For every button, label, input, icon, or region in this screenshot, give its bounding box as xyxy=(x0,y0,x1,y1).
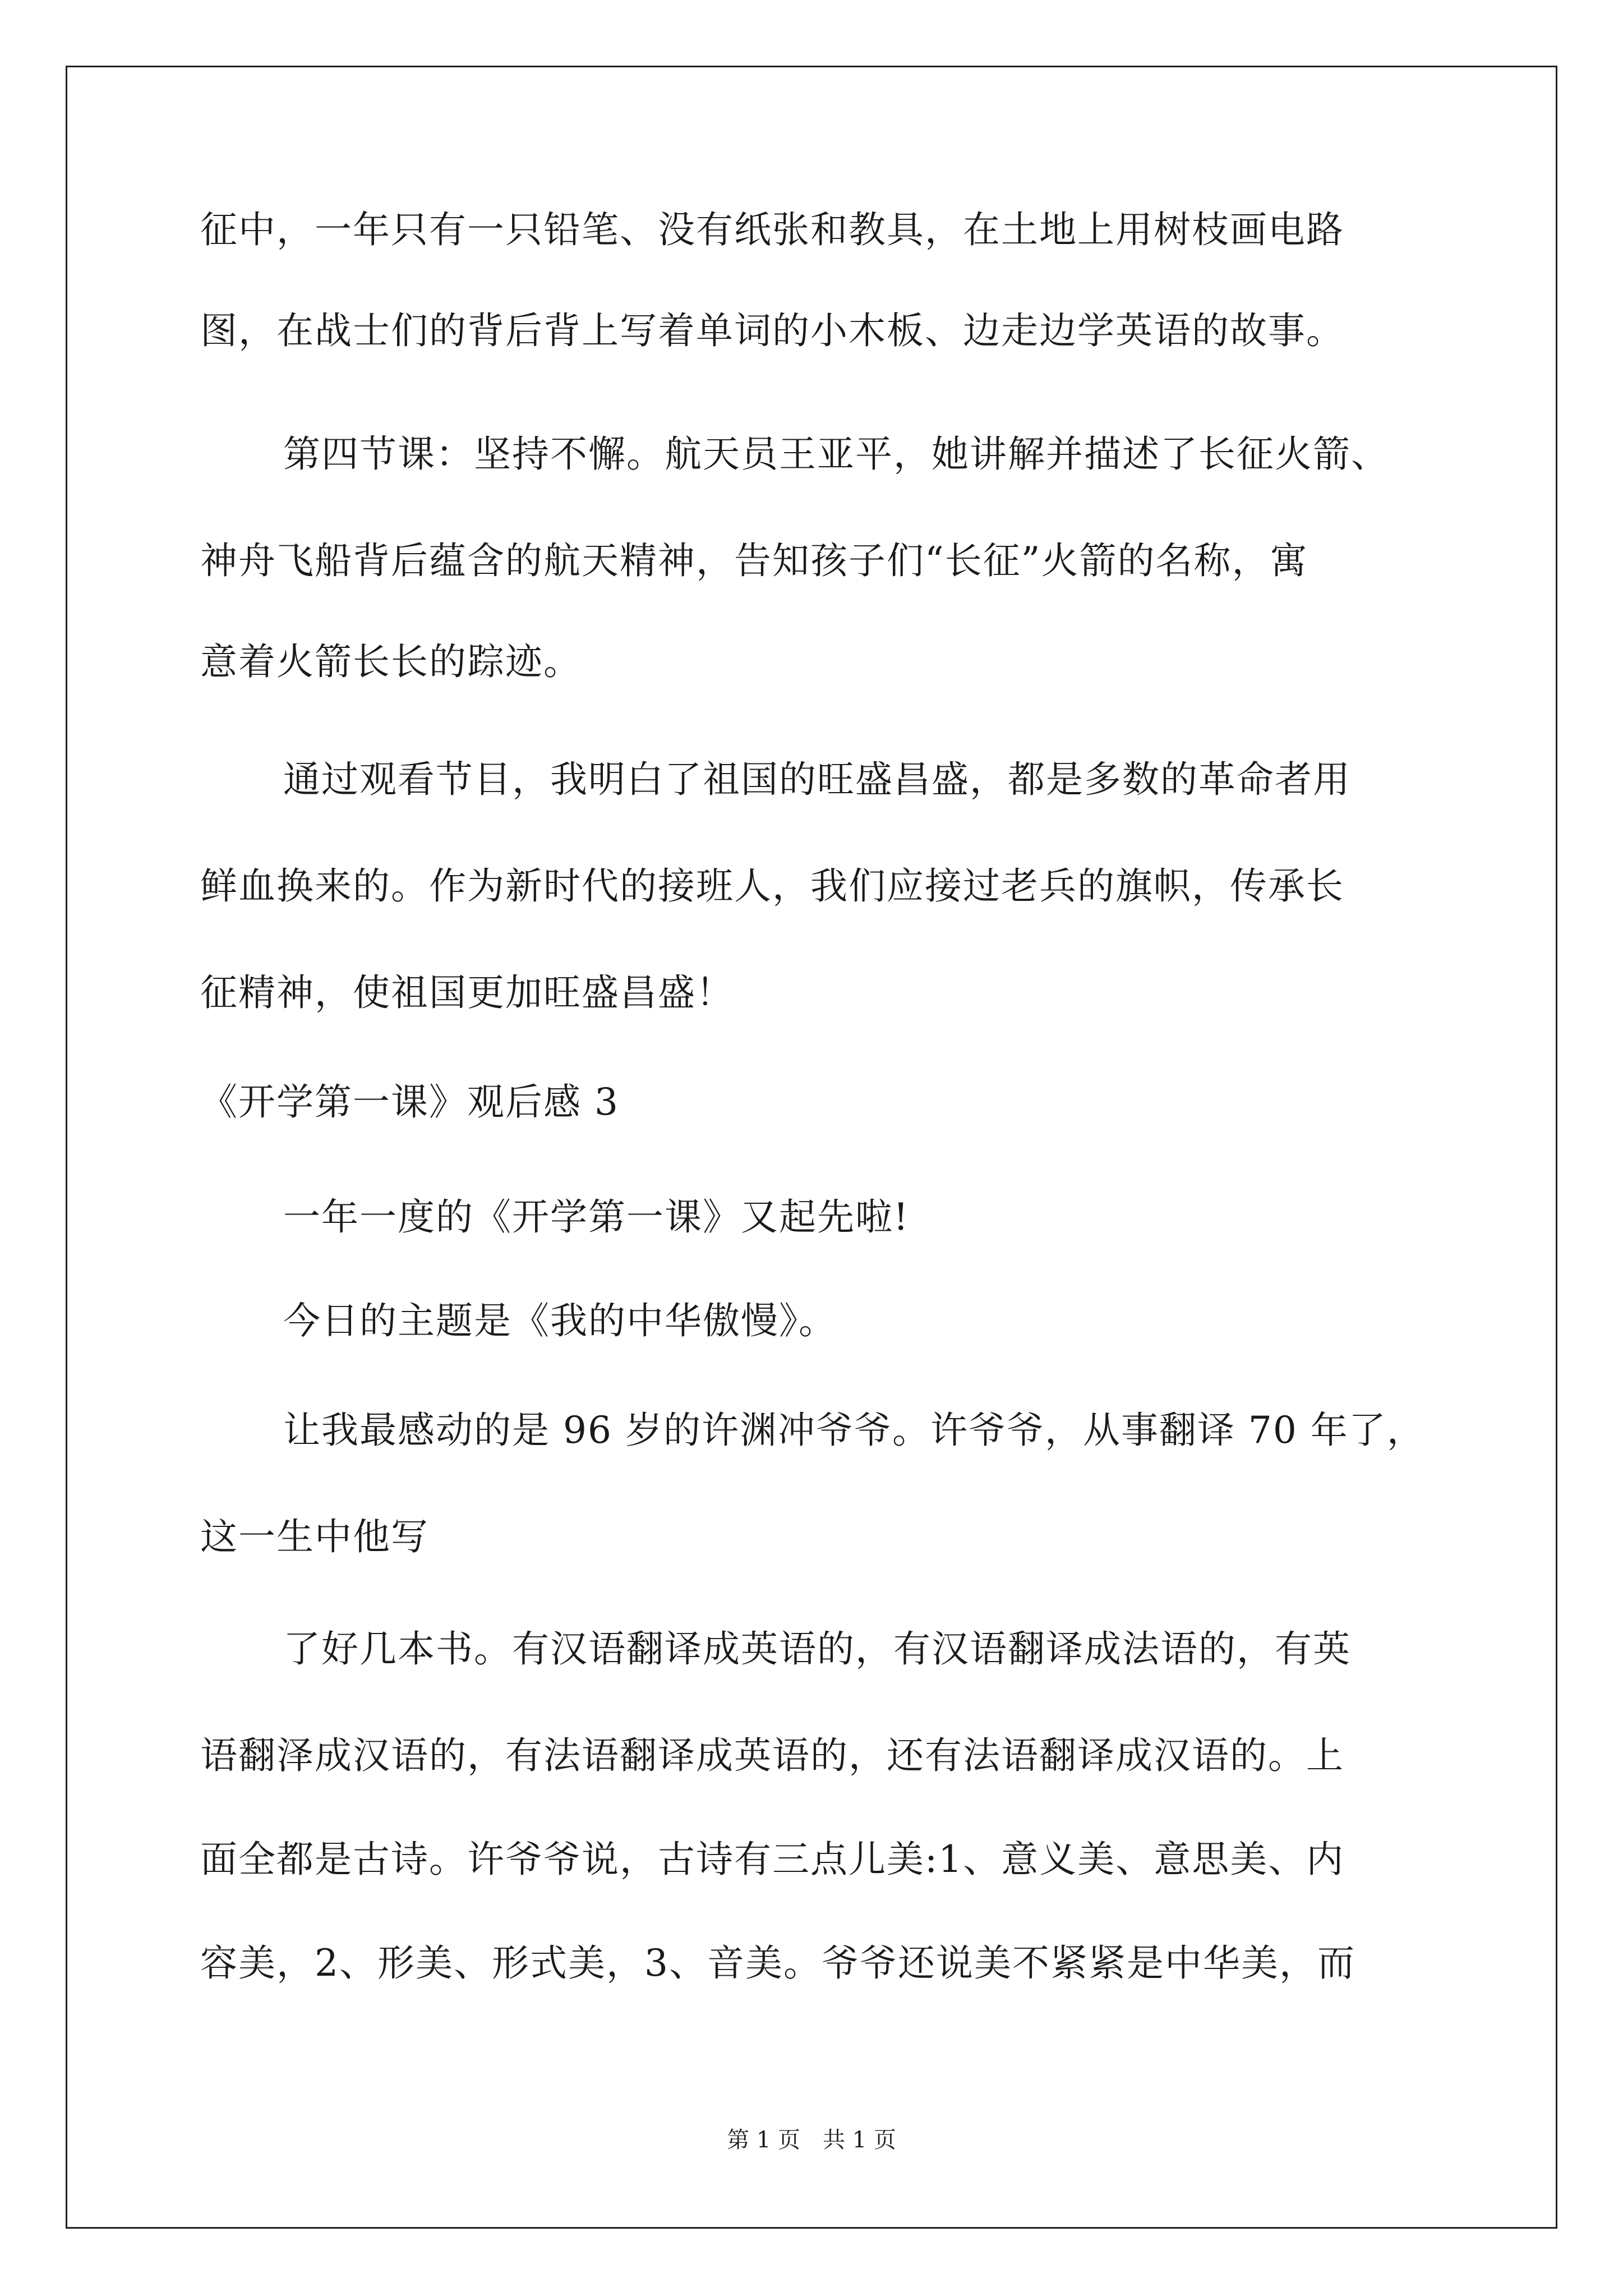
text-line: 图，在战士们的背后背上写着单词的小木板、边走边学英语的故事。 xyxy=(200,309,1344,352)
paragraph-line: 让我最感动的是 96 岁的许渊冲爷爷。许爷爷，从事翻译 70 年了， xyxy=(283,1409,1425,1452)
paragraph-line: 一年一度的《开学第一课》又起先啦! xyxy=(283,1195,910,1239)
page-border xyxy=(66,66,1557,2229)
text-line: 容美，2、形美、形式美，3、音美。爷爷还说美不紧紧是中华美，而 xyxy=(200,1941,1355,1985)
text-line: 这一生中他写 xyxy=(200,1515,429,1558)
paragraph-line: 通过观看节目，我明白了祖国的旺盛昌盛，都是多数的革命者用 xyxy=(283,758,1351,801)
text-line: 意着火箭长长的踪迹。 xyxy=(200,640,582,683)
text-line: 神舟飞船背后蕴含的航天精神，告知孩子们“长征”火箭的名称，寓 xyxy=(200,539,1308,582)
page-footer: 第 1 页 共 1 页 xyxy=(727,2127,896,2153)
text-line: 征中，一年只有一只铅笔、没有纸张和教具，在土地上用树枝画电路 xyxy=(200,208,1344,251)
paragraph-line: 了好几本书。有汉语翻译成英语的，有汉语翻译成法语的，有英 xyxy=(283,1627,1351,1671)
paragraph-line: 第四节课：坚持不懈。航天员王亚平，她讲解并描述了长征火箭、 xyxy=(283,432,1389,476)
text-line: 鲜血换来的。作为新时代的接班人，我们应接过老兵的旗帜，传承长 xyxy=(200,864,1344,908)
text-line: 语翻泽成汉语的，有法语翻译成英语的，还有法语翻译成汉语的。上 xyxy=(200,1734,1344,1777)
section-heading: 《开学第一课》观后感 3 xyxy=(200,1080,619,1124)
text-line: 征精神，使祖国更加旺盛昌盛！ xyxy=(200,971,734,1014)
text-line: 面全都是古诗。许爷爷说，古诗有三点儿美:1、意义美、意思美、内 xyxy=(200,1838,1345,1881)
paragraph-line: 今日的主题是《我的中华傲慢》。 xyxy=(283,1299,837,1342)
